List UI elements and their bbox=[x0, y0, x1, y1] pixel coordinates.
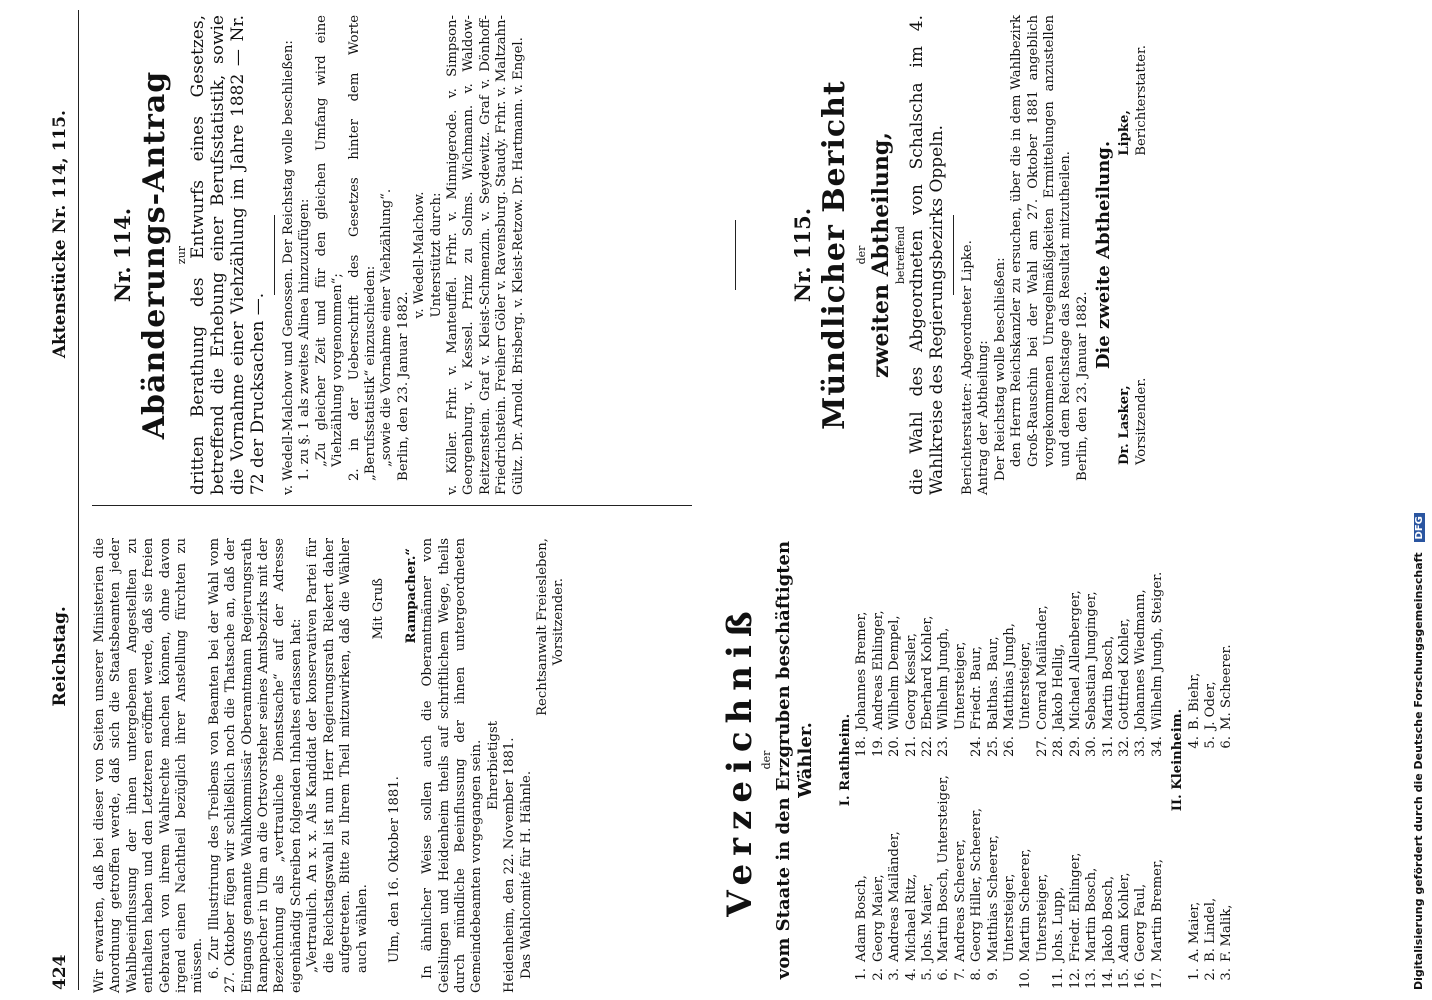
voter-number: 11. bbox=[1051, 968, 1067, 989]
letter-date: Ulm, den 16. Oktober 1881. bbox=[387, 776, 403, 963]
voter-name: Wilhelm Jungh, Untersteiger, bbox=[936, 627, 968, 730]
letter-para-2: 6. Zur Illustrirung des Treibens von Beamten bei der Wahl vom 27. Oktober fügen wir schließlich noch die Thatsache an, daß der Eingangs genannte Wahlkommissär Oberamtmann Regierungsrath Rampacher in Ulm an die Ortsvorsteher seines Amtsbezirks mit der Bezeichnung als „vertrauliche Dienstsache“ auf der Adresse eigenhändig Schreiben folgenden Inhaltes erlassen hat: bbox=[206, 538, 304, 993]
nr115-number: Nr. 115. bbox=[790, 207, 815, 303]
list-title: Verzeichniß bbox=[720, 603, 760, 917]
voter-name: Andreas Scheerer, bbox=[952, 838, 968, 962]
voter-list-item bbox=[854, 538, 870, 758]
voter-name: Friedr. Baur, bbox=[969, 645, 985, 730]
letter-closing: Ehrerbietigst bbox=[485, 720, 501, 811]
voter-list-item bbox=[1203, 770, 1219, 990]
voter-number: 5. bbox=[920, 968, 936, 981]
section-rathheim: I. Rathheim. bbox=[838, 713, 853, 807]
header-subtitle: Aktenstücke Nr. 114, 115. bbox=[50, 110, 70, 359]
voter-list-col-b bbox=[854, 538, 1166, 758]
voter-name: Gottfried Kohler, bbox=[1116, 618, 1132, 730]
letter-greeting: Mit Gruß bbox=[370, 578, 386, 640]
voter-number: 29. bbox=[1067, 736, 1083, 757]
letter-signer: Rechtsanwalt Freiesleben, bbox=[534, 538, 550, 716]
list-subtitle: vom Staate in den Erzgruben beschäftigten Wähler. bbox=[773, 540, 816, 980]
dfg-credit-text: Digitalisierung gefördert durch die Deutsche Forschungsgemeinschaft bbox=[1412, 552, 1425, 990]
nr114-title: Abänderungs-Antrag bbox=[137, 70, 172, 440]
voter-number: 19. bbox=[870, 736, 886, 757]
voter-list-item bbox=[1117, 538, 1133, 758]
nr114-support-label: Unterstützt durch: bbox=[428, 192, 444, 318]
voter-list-item bbox=[904, 538, 920, 758]
voter-name: Balthas. Baur, bbox=[985, 636, 1001, 730]
header-rule bbox=[78, 10, 79, 990]
letter-para-1: Wir erwarten, daß bei dieser von Seiten unserer Ministerien die Anordnung getroffen werde, daß sich die Staatsbeamten jeder Wahlbeeinflussung der ihnen untergebenen Angestellten zu enthalten haben und den Letzteren eröffnet werde, daß sie freien Gebrauch von ihrem Wahlrechte machen können, ohne davon irgend einen Nachtheil bezüglich ihrer Anstellung fürchten zu müssen. bbox=[92, 538, 206, 993]
voter-name: Martin Bosch, bbox=[1084, 867, 1100, 962]
voter-name: Johs. Maier, bbox=[920, 882, 936, 962]
voter-number: 2. bbox=[870, 968, 886, 981]
nr115-date: Berlin, den 23. Januar 1882. bbox=[1074, 291, 1090, 481]
nr114-item-1: 1. zu §. 1 als zweites Alinea hinzuzufügen: bbox=[297, 198, 313, 481]
nr114-number: Nr. 114. bbox=[110, 207, 135, 303]
letter-signer-role: Vorsitzender. bbox=[551, 578, 567, 666]
voter-number: 6. bbox=[1219, 736, 1235, 749]
nr114-zur: zur bbox=[175, 245, 188, 265]
voter-list-item bbox=[1018, 770, 1051, 990]
letter-committee: Das Wahlcomité für H. Hähnle. bbox=[518, 770, 534, 979]
voter-list-item bbox=[1068, 538, 1084, 758]
voter-list-item bbox=[936, 770, 952, 990]
voter-name: Johannes Bremer, bbox=[854, 611, 870, 730]
voter-list-col-c bbox=[1187, 770, 1236, 990]
voter-name: M. Scheerer. bbox=[1219, 644, 1235, 730]
voter-list-item bbox=[1117, 770, 1133, 990]
voter-name: Adam Bosch, bbox=[854, 875, 870, 962]
voter-name: Georg Kessler, bbox=[903, 632, 919, 730]
voter-number: 14. bbox=[1100, 968, 1116, 989]
voter-number: 28. bbox=[1051, 736, 1067, 757]
voter-name: Adam Kohler, bbox=[1116, 872, 1132, 962]
nr114-item-2-quote: „sowie die Vornahme einer Viehzählung“. bbox=[379, 188, 395, 467]
nr115-abteilung-2: Die zweite Abtheilung. bbox=[1093, 140, 1115, 370]
voter-list-item bbox=[1150, 770, 1166, 990]
voter-list-item bbox=[1133, 770, 1149, 990]
voter-number: 20. bbox=[887, 736, 903, 757]
voter-name: A. Maier, bbox=[1186, 901, 1202, 962]
voter-number: 26. bbox=[1002, 736, 1018, 757]
voter-list-item bbox=[1150, 538, 1166, 758]
voter-name: Andreas Mailänder, bbox=[887, 831, 903, 962]
voter-number: 16. bbox=[1133, 968, 1149, 989]
voter-number: 6. bbox=[936, 968, 952, 981]
voter-list-item bbox=[1203, 538, 1219, 758]
dfg-logo: DFG bbox=[1414, 513, 1425, 542]
voter-list-item bbox=[1051, 770, 1067, 990]
signer-lasker-role: Vorsitzender. bbox=[1133, 377, 1149, 465]
voter-name: B. Biehr, bbox=[1186, 672, 1202, 730]
nr115-abteilung: zweiten Abtheilung, bbox=[868, 132, 894, 378]
nr115-block bbox=[790, 15, 1150, 495]
voter-name: F. Malik, bbox=[1219, 904, 1235, 962]
voter-number: 21. bbox=[903, 736, 919, 757]
nr115-text: den Herrn Reichskanzler zu ersuchen, über die in dem Wahlbezirk Groß-Rauschin bei der Wahl am 27. Oktober 1881 angeblich vorgekommenen Unregelmäßigkeiten Ermittelungen anzustellen und dem Reichstage das Resultat mitzutheilen. bbox=[1009, 15, 1074, 467]
voter-name: Matthias Scheerer, Untersteiger, bbox=[985, 834, 1018, 962]
column-rule bbox=[92, 505, 692, 506]
voter-name: Michael Ritz, bbox=[903, 873, 919, 962]
letter-date-2: Heidenheim, den 22. November 1881. bbox=[502, 737, 518, 993]
voter-number: 27. bbox=[1034, 736, 1050, 757]
voter-list-item bbox=[1133, 538, 1149, 758]
page-number: 424 bbox=[50, 954, 70, 990]
nr114-body: dritten Berathung des Entwurfs eines Gesetzes, betreffend die Erhebung einer Berufsstatistik, sowie die Vornahme einer Viehzählung im Jahre 1882 — Nr. 72 der Drucksachen —. bbox=[188, 15, 268, 495]
nr115-body: die Wahl des Abgeordneten von Schalscha im 4. Wahlkreise des Regierungsbezirks Oppeln. bbox=[907, 15, 947, 495]
voter-name: Georg Maier, bbox=[870, 874, 886, 962]
voter-list-item bbox=[1084, 770, 1100, 990]
voter-name: Wilhelm Jungh, Steiger. bbox=[1149, 571, 1165, 730]
nr115-antrag: Antrag der Abtheilung: bbox=[976, 340, 992, 495]
nr114-supporters: v. Köller. Frhr. v. Manteuffel. Frhr. v. Minnigerode. v. Simpson-Georgenburg. v. Kessel. Prinz zu Solms. Wichmann. v. Waldow-Reitzenstein. Graf v. Kleist-Schmenzin. v. Seydewitz. Graf v. Dönhoff-Friedrichstein. Freiherr Göler v. Ravensburg. Staudy. Frhr. v. Maltzahn-Gültz. Dr. Arnold. Brisberg. v. Kleist-Retzow. Dr. Hartmann. v. Engel. bbox=[445, 15, 526, 495]
voter-list-item bbox=[969, 770, 985, 990]
voter-list-item bbox=[1068, 770, 1084, 990]
voter-name: Georg Hiller, Scheerer, bbox=[969, 807, 985, 962]
voter-list-col-d bbox=[1187, 538, 1236, 758]
voter-name: J. Oder, bbox=[1202, 681, 1218, 730]
letter-signature: Rampacher.“ bbox=[403, 548, 419, 644]
dfg-credit-bar bbox=[1408, 0, 1432, 1000]
voter-list-item bbox=[986, 538, 1002, 758]
voter-list-item bbox=[936, 538, 969, 758]
voter-number: 4. bbox=[903, 968, 919, 981]
voter-list-item bbox=[1002, 538, 1035, 758]
voter-list-item bbox=[953, 770, 969, 990]
voter-number: 15. bbox=[1116, 968, 1132, 989]
voter-list-item bbox=[887, 770, 903, 990]
section-kleinheim: II. Kleinheim. bbox=[1170, 708, 1186, 812]
nr115-beschliessen: Der Reichstag wolle beschließen: bbox=[992, 257, 1008, 481]
voter-name: Sebastian Junginger, bbox=[1084, 591, 1100, 730]
voter-name: Johs. Lupp, bbox=[1051, 886, 1067, 962]
voter-name: Matthias Jungh, Untersteiger, bbox=[1002, 623, 1034, 730]
section-separator bbox=[735, 220, 736, 290]
voter-number: 32. bbox=[1116, 736, 1132, 757]
voter-name: Martin Bosch, bbox=[1100, 635, 1116, 730]
voter-list-item bbox=[1187, 538, 1203, 758]
voter-number: 5. bbox=[1202, 736, 1218, 749]
voter-list-col-a bbox=[854, 770, 1166, 990]
nr115-title: Mündlicher Bericht bbox=[817, 80, 852, 430]
list-der: der bbox=[760, 750, 773, 770]
nr115-signatures bbox=[1117, 15, 1150, 495]
voter-number: 31. bbox=[1100, 736, 1116, 757]
nr114-intro: v. Wedell-Malchow und Genossen. Der Reichstag wolle beschließen: bbox=[281, 40, 296, 495]
voter-number: 23. bbox=[936, 736, 952, 757]
voter-number: 3. bbox=[887, 968, 903, 981]
voter-number: 22. bbox=[920, 736, 936, 757]
voter-name: Conrad Mailänder, bbox=[1034, 605, 1050, 730]
voter-list-item bbox=[986, 770, 1019, 990]
nr114-signer: v. Wedell-Malchow. bbox=[412, 191, 428, 319]
voter-list-item bbox=[1219, 538, 1235, 758]
voter-number: 10. bbox=[1018, 968, 1034, 989]
voter-name: Jakob Bosch, bbox=[1100, 875, 1116, 962]
page-header bbox=[50, 0, 70, 990]
voter-number: 9. bbox=[985, 968, 1001, 981]
voter-number: 4. bbox=[1186, 736, 1202, 749]
voter-list-item bbox=[871, 770, 887, 990]
voter-number: 2. bbox=[1202, 968, 1218, 981]
voter-number: 25. bbox=[985, 736, 1001, 757]
voter-list-item bbox=[1084, 538, 1100, 758]
voter-name: B. Lindel, bbox=[1202, 897, 1218, 962]
voter-list-item bbox=[1101, 538, 1117, 758]
voter-list-item bbox=[887, 538, 903, 758]
voter-list-item bbox=[871, 538, 887, 758]
voter-name: Johannes Wiedmann, bbox=[1133, 589, 1149, 730]
header-title: Reichstag. bbox=[50, 606, 70, 707]
voter-number: 24. bbox=[969, 736, 985, 757]
voter-number: 1. bbox=[1186, 968, 1202, 981]
voter-list-item bbox=[920, 770, 936, 990]
voter-list-item bbox=[920, 538, 936, 758]
nr114-item-2: 2. in der Ueberschrift des Gesetzes hinter dem Worte „Berufsstatistik“ einzuschieden: bbox=[346, 15, 379, 481]
letter-text-block bbox=[92, 538, 568, 993]
voter-name: Georg Faul, bbox=[1133, 883, 1149, 962]
voter-number: 33. bbox=[1133, 736, 1149, 757]
voter-list-item bbox=[1035, 538, 1051, 758]
voter-name: Martin Bosch, Untersteiger, bbox=[936, 775, 952, 962]
voter-list-item bbox=[1101, 770, 1117, 990]
letter-quote: „Vertraulich. An x. x. Als Kandidat der konservativen Partei für die Reichstagswahl ist nun Herr Regierungsrath Riekert daher aufgetreten. Bitte zu Ihrem Theil mitzuwirken, daß die Wähler auch wählen. bbox=[305, 538, 370, 973]
nr114-block bbox=[110, 15, 527, 495]
voter-list-item bbox=[1219, 770, 1235, 990]
voter-number: 3. bbox=[1219, 968, 1235, 981]
signer-lasker: Dr. Lasker, bbox=[1117, 385, 1133, 465]
voter-list bbox=[838, 530, 1236, 990]
voter-name: Martin Bremer, bbox=[1149, 858, 1165, 962]
voter-name: Wilhelm Dempel, bbox=[887, 615, 903, 730]
voter-number: 34. bbox=[1149, 736, 1165, 757]
voter-number: 17. bbox=[1149, 968, 1165, 989]
voter-list-item bbox=[854, 770, 870, 990]
voter-number: 1. bbox=[854, 968, 870, 981]
voter-number: 8. bbox=[969, 968, 985, 981]
letter-para-3: In ähnlicher Weise sollen auch die Oberamtmänner von Geislingen und Heidenheim theils auf schriftlichem Wege, theils durch mündliche Beeinflussung der ihnen untergeordneten Gemeindebeamten vorgegangen sein. bbox=[420, 538, 485, 993]
nr115-betreffend: betreffend bbox=[894, 225, 907, 285]
voter-number: 13. bbox=[1084, 968, 1100, 989]
voter-number: 7. bbox=[952, 968, 968, 981]
voter-name: Eberhard Kohler, bbox=[920, 615, 936, 730]
signer-lipke: Lipke, bbox=[1117, 110, 1133, 156]
voter-name: Andreas Ehlinger, bbox=[870, 610, 886, 730]
voter-list-item bbox=[1051, 538, 1067, 758]
voter-list-item bbox=[1187, 770, 1203, 990]
signer-lipke-role: Berichterstatter. bbox=[1133, 45, 1149, 156]
nr115-reporter: Berichterstatter: Abgeordneter Lipke. bbox=[960, 240, 975, 495]
voter-name: Friedr. Ehlinger, bbox=[1067, 852, 1083, 962]
nr114-item-1-quote: „Zu gleicher Zeit und für den gleichen Umfang wird eine Viehzählung vorgenommen“; bbox=[313, 15, 346, 467]
voter-name: Jakob Hellig, bbox=[1051, 643, 1067, 730]
voter-number: 30. bbox=[1084, 736, 1100, 757]
voter-list-item bbox=[969, 538, 985, 758]
list-heading bbox=[720, 530, 817, 990]
voter-name: Michael Allenberger, bbox=[1067, 590, 1083, 730]
nr115-der: der bbox=[855, 245, 868, 265]
voter-number: 12. bbox=[1067, 968, 1083, 989]
voter-list-item bbox=[904, 770, 920, 990]
nr114-date: Berlin, den 23. Januar 1882. bbox=[395, 291, 411, 481]
voter-name: Martin Scheerer, Untersteiger, bbox=[1018, 848, 1050, 962]
voter-number: 18. bbox=[854, 736, 870, 757]
